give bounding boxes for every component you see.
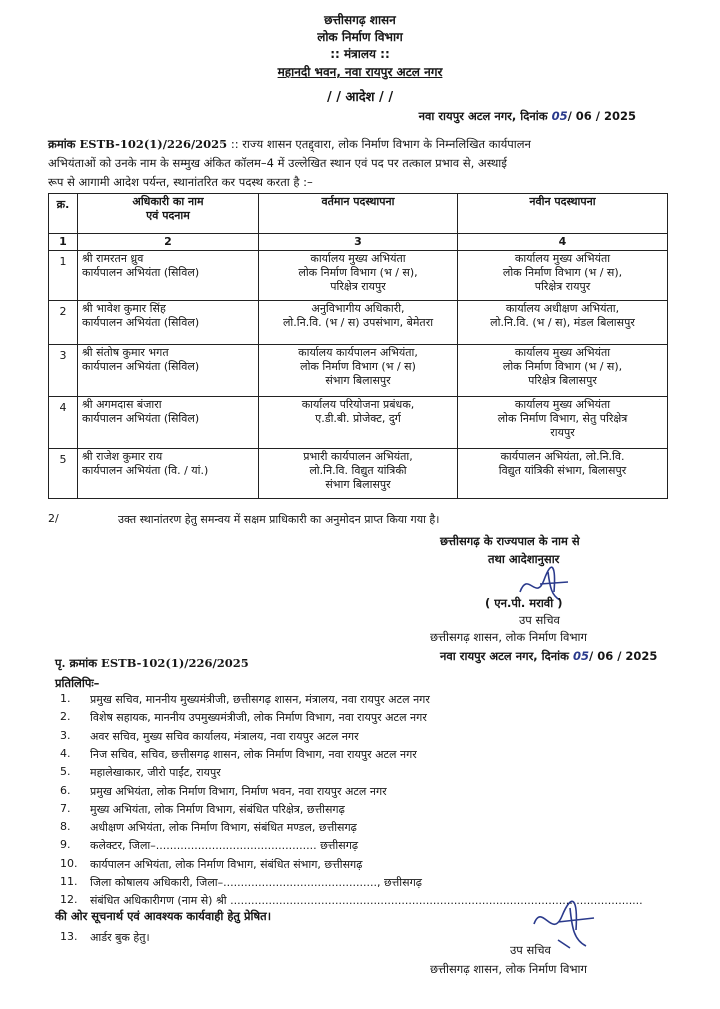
row-new-line: कार्यालय मुख्य अभियंता bbox=[514, 398, 611, 411]
order-title: / / आदेश / / bbox=[326, 90, 394, 105]
row-new bbox=[458, 449, 668, 499]
copy-item-number: 4. bbox=[60, 747, 71, 760]
copy-item-text: महालेखाकार, जीरो पाईंट, रायपुर bbox=[90, 766, 221, 779]
header-sr: क्र. bbox=[49, 194, 78, 234]
copy-item-text: कार्यपालन अभियंता, लोक निर्माण विभाग, संबंधित संभाग, छत्तीसगढ़ bbox=[90, 858, 363, 871]
row-officer bbox=[78, 301, 259, 345]
header-officer-line-1: अधिकारी का नाम bbox=[132, 195, 204, 208]
row-current-line: लोक निर्माण विभाग (भ / स), bbox=[298, 266, 418, 279]
para2-number: 2/ bbox=[48, 512, 59, 525]
numbering-1: 1 bbox=[49, 234, 78, 251]
row-current-line: लो.नि.वि. विद्युत यांत्रिकी bbox=[309, 464, 407, 477]
copy-date bbox=[440, 649, 657, 664]
para2-text: उक्त स्थानांतरण हेतु समन्वय में सक्षम प्राधिकारी का अनुमोदन प्राप्त किया गया है। bbox=[118, 513, 440, 526]
row-officer-line: कार्यपालन अभियंता (सिविल) bbox=[82, 316, 200, 329]
row-current-line: संभाग बिलासपुर bbox=[325, 374, 391, 387]
sig1-line-2: तथा आदेशानुसार bbox=[488, 552, 560, 566]
forward-line: की ओर सूचनार्थ एवं आवश्यक कार्यवाही हेतु प्रेषित। bbox=[55, 909, 272, 923]
row-current-line: प्रभारी कार्यपालन अभियंता, bbox=[303, 450, 413, 463]
header-officer-line-2: एवं पदनाम bbox=[146, 209, 190, 222]
order-date bbox=[419, 108, 636, 124]
header-current: वर्तमान पदस्थापना bbox=[259, 194, 458, 234]
numbering-2: 2 bbox=[78, 234, 259, 251]
row-officer-line: श्री राजेश कुमार राय bbox=[82, 450, 163, 463]
row-officer-line: श्री भावेश कुमार सिंह bbox=[82, 302, 166, 315]
copy-date-day-handwritten: 05 bbox=[572, 649, 589, 663]
row-new-line: कार्यालय मुख्य अभियंता bbox=[514, 346, 611, 359]
row-current bbox=[259, 397, 458, 449]
row-officer bbox=[78, 345, 259, 397]
copy-date-prefix: नवा रायपुर अटल नगर, दिनांक bbox=[440, 649, 569, 663]
order-para-line-1 bbox=[48, 136, 531, 152]
item-13-number: 13. bbox=[60, 930, 78, 943]
header-line-2: लोक निर्माण विभाग bbox=[317, 30, 403, 44]
copy-item-number: 8. bbox=[60, 820, 71, 833]
order-para-line-2: अभियंताओं को उनके नाम के सम्मुख अंकित कॉलम–4 में उल्लेखित स्थान एवं पद पर तत्काल प्रभाव से, अस्थाई bbox=[48, 156, 507, 170]
table-row bbox=[49, 251, 668, 301]
header-line-1: छत्तीसगढ़ शासन bbox=[324, 13, 396, 27]
numbering-4: 4 bbox=[458, 234, 668, 251]
numbering-3: 3 bbox=[259, 234, 458, 251]
header-new: नवीन पदस्थापना bbox=[458, 194, 668, 234]
copy-item-text: अवर सचिव, मुख्य सचिव कार्यालय, मंत्रालय, नवा रायपुर अटल नगर bbox=[90, 730, 359, 743]
copy-item-text: निज सचिव, सचिव, छत्तीसगढ़ शासन, लोक निर्माण विभाग, नवा रायपुर अटल नगर bbox=[90, 748, 417, 761]
row-sr: 2 bbox=[49, 301, 78, 345]
row-current-line: परिक्षेत्र रायपुर bbox=[330, 280, 386, 293]
header-officer bbox=[78, 194, 259, 234]
row-new-line: परिक्षेत्र रायपुर bbox=[534, 280, 591, 293]
row-new-line: विद्युत यांत्रिकी संभाग, बिलासपुर bbox=[498, 464, 627, 477]
copy-heading: प्रतिलिपिः– bbox=[55, 676, 100, 690]
row-sr: 3 bbox=[49, 345, 78, 397]
copy-item-text: विशेष सहायक, माननीय उपमुख्यमंत्रीजी, लोक निर्माण विभाग, नवा रायपुर अटल नगर bbox=[90, 711, 427, 724]
row-officer bbox=[78, 449, 259, 499]
row-current bbox=[259, 251, 458, 301]
copy-item-text: प्रमुख अभियंता, लोक निर्माण विभाग, निर्माण भवन, नवा रायपुर अटल नगर bbox=[90, 785, 387, 798]
copy-item-number: 9. bbox=[60, 838, 71, 851]
row-officer-line: कार्यपालन अभियंता (सिविल) bbox=[82, 266, 200, 279]
row-current bbox=[259, 449, 458, 499]
row-new-line: लोक निर्माण विभाग (भ / स), bbox=[502, 266, 623, 279]
row-current-line: कार्यालय मुख्य अभियंता bbox=[310, 252, 406, 265]
row-officer bbox=[78, 397, 259, 449]
copy-item-number: 11. bbox=[60, 875, 78, 888]
copy-item-text: मुख्य अभियंता, लोक निर्माण विभाग, संबंधित परिक्षेत्र, छत्तीसगढ़ bbox=[90, 803, 345, 816]
sig1-designation: उप सचिव bbox=[519, 613, 560, 627]
row-current-line: संभाग बिलासपुर bbox=[325, 478, 391, 491]
row-new bbox=[458, 301, 668, 345]
row-current-line: लोक निर्माण विभाग (भ / स) bbox=[300, 360, 416, 373]
row-officer bbox=[78, 251, 259, 301]
copy-item-number: 5. bbox=[60, 765, 71, 778]
transfer-table bbox=[48, 193, 668, 499]
row-new-line: कार्यालय मुख्य अभियंता bbox=[514, 252, 611, 265]
row-current-line: ए.डी.बी. प्रोजेक्ट, दुर्ग bbox=[315, 412, 401, 425]
row-current-line: लो.नि.वि. (भ / स) उपसंभाग, बेमेतरा bbox=[282, 316, 434, 329]
sig1-line-1: छत्तीसगढ़ के राज्यपाल के नाम से bbox=[440, 534, 580, 548]
copy-item-text: कलेक्टर, जिला–.............................................. छत्तीसगढ़ bbox=[90, 839, 359, 852]
row-officer-line: श्री संतोष कुमार भगत bbox=[82, 346, 169, 359]
copy-item-number: 2. bbox=[60, 710, 71, 723]
row-new-line: लो.नि.वि. (भ / स), मंडल बिलासपुर bbox=[490, 316, 635, 329]
header-line-3: :: मंत्रालय :: bbox=[330, 47, 390, 61]
row-current bbox=[259, 345, 458, 397]
row-current bbox=[259, 301, 458, 345]
row-current-line: कार्यालय कार्यपालन अभियंता, bbox=[298, 346, 418, 359]
row-new-line: लोक निर्माण विभाग, सेतु परिक्षेत्र bbox=[497, 412, 628, 425]
copy-item-text: प्रमुख सचिव, माननीय मुख्यमंत्रीजी, छत्तीसगढ़ शासन, मंत्रालय, नवा रायपुर अटल नगर bbox=[90, 693, 430, 706]
row-new-line: लोक निर्माण विभाग (भ / स), bbox=[502, 360, 623, 373]
date-rest: / 06 / 2025 bbox=[567, 109, 636, 123]
row-sr: 5 bbox=[49, 449, 78, 499]
table-row bbox=[49, 397, 668, 449]
copy-item-text: अधीक्षण अभियंता, लोक निर्माण विभाग, संबंधित मण्डल, छत्तीसगढ़ bbox=[90, 821, 357, 834]
row-new-line: रायपुर bbox=[550, 426, 575, 439]
copy-item-number: 12. bbox=[60, 893, 78, 906]
table-header-row bbox=[49, 194, 668, 234]
row-sr: 4 bbox=[49, 397, 78, 449]
sig1-dept: छत्तीसगढ़ शासन, लोक निर्माण विभाग bbox=[430, 630, 587, 644]
copy-number: पृ. क्रमांक ESTB-102(1)/226/2025 bbox=[55, 656, 249, 670]
order-para-line-3: रूप से आगामी आदेश पर्यन्त, स्थानांतरित कर पदस्थ करता है :– bbox=[48, 175, 313, 189]
row-sr: 1 bbox=[49, 251, 78, 301]
row-officer-line: कार्यपालन अभियंता (वि. / यां.) bbox=[82, 464, 209, 477]
copy-item-number: 1. bbox=[60, 692, 71, 705]
row-new-line: कार्यालय अधीक्षण अभियंता, bbox=[505, 302, 620, 315]
copy-date-rest: / 06 / 2025 bbox=[588, 649, 658, 663]
copy-item-number: 10. bbox=[60, 857, 78, 870]
copy-item-number: 6. bbox=[60, 784, 71, 797]
date-prefix: नवा रायपुर अटल नगर, दिनांक bbox=[418, 109, 548, 123]
table-row bbox=[49, 449, 668, 499]
row-new bbox=[458, 345, 668, 397]
header-line-4: महानदी भवन, नवा रायपुर अटल नगर bbox=[277, 65, 443, 79]
sig1-name: ( एन.पी. मरावी ) bbox=[485, 596, 563, 610]
copy-item-number: 3. bbox=[60, 729, 71, 742]
copy-item-text: जिला कोषालय अधिकारी, जिला–............................................, छत्तीसगढ़ bbox=[90, 876, 422, 889]
item-13-text: आर्डर बुक हेतु। bbox=[90, 931, 150, 944]
table-row bbox=[49, 345, 668, 397]
copy-item-text: संबंधित अधिकारीगण (नाम से) श्री ...................................................................................................................... bbox=[90, 894, 643, 907]
copy-item-number: 7. bbox=[60, 802, 71, 815]
row-officer-line: कार्यपालन अभियंता (सिविल) bbox=[82, 360, 200, 373]
row-new bbox=[458, 397, 668, 449]
row-new bbox=[458, 251, 668, 301]
row-new-line: कार्यपालन अभियंता, लो.नि.वि. bbox=[500, 450, 625, 463]
row-officer-line: श्री अगमदास बंजारा bbox=[82, 398, 162, 411]
table-row bbox=[49, 301, 668, 345]
sig2-designation: उप सचिव bbox=[510, 943, 551, 957]
order-para-1: :: राज्य शासन एतद्द्वारा, लोक निर्माण विभाग के निम्नलिखित कार्यपालन bbox=[230, 137, 531, 151]
row-current-line: अनुविभागीय अधिकारी, bbox=[311, 302, 405, 315]
date-day-handwritten: 05 bbox=[551, 109, 568, 123]
row-officer-line: कार्यपालन अभियंता (सिविल) bbox=[82, 412, 200, 425]
sig2-dept: छत्तीसगढ़ शासन, लोक निर्माण विभाग bbox=[430, 962, 587, 976]
row-current-line: कार्यालय परियोजना प्रबंधक, bbox=[301, 398, 415, 411]
table-numbering-row bbox=[49, 234, 668, 251]
row-new-line: परिक्षेत्र बिलासपुर bbox=[528, 374, 597, 387]
order-number: क्रमांक ESTB-102(1)/226/2025 bbox=[48, 137, 228, 151]
row-officer-line: श्री रामरतन ध्रुव bbox=[82, 252, 144, 265]
